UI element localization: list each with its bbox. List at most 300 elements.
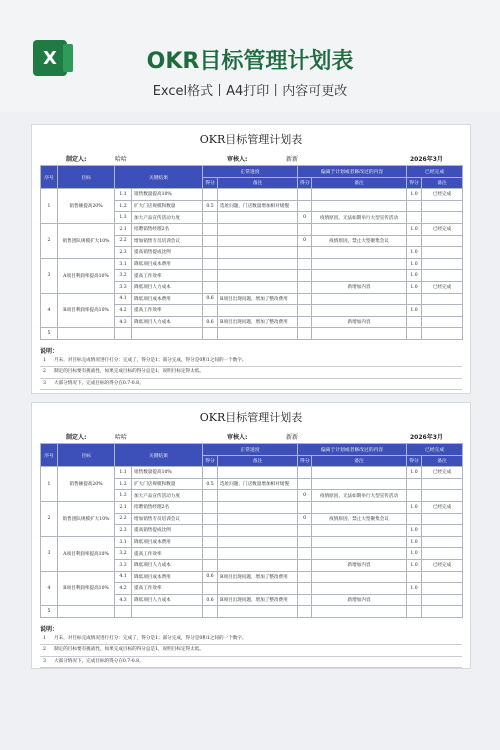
- cell-completed-score: 1.0: [407, 548, 422, 560]
- okr-table: [40, 443, 463, 618]
- cell-key-result: 降低项目人力成本: [132, 281, 203, 293]
- cell-kr-number: 4.2: [115, 305, 132, 317]
- maker-label: 制定人:: [66, 434, 87, 441]
- cell-normal-remark: [218, 548, 298, 560]
- cell-kr-number: 2.2: [115, 513, 132, 525]
- cell-normal-remark: [218, 281, 298, 293]
- sheet-title: OKR目标管理计划表: [199, 411, 303, 424]
- header-score: 得分: [407, 177, 422, 189]
- notes-section: [40, 346, 462, 391]
- note-line: [40, 645, 462, 657]
- cell-deviation-remark: [312, 270, 407, 282]
- note-number: 1: [43, 635, 46, 641]
- cell-key-result: 提高工作效率: [132, 548, 203, 560]
- cell-kr-number: 1.3: [115, 490, 132, 502]
- cell-kr-number: [115, 606, 132, 618]
- cell-normal-remark: B项目出现问题，增加了整改费用: [218, 594, 298, 606]
- note-number: 2: [43, 647, 46, 653]
- cell-objective: 销售额提高20%: [58, 467, 115, 502]
- cell-key-result: 销售数量提高10%: [132, 189, 203, 201]
- note-text: 大部分情况下，完成目标的得分在0.7-0.8。: [54, 658, 144, 664]
- cell-kr-number: 3.1: [115, 258, 132, 270]
- cell-objective: 销售团队规模扩大10%: [58, 223, 115, 258]
- cell-deviation-score: [298, 594, 312, 606]
- cell-kr-number: 1.1: [115, 189, 132, 201]
- cell-normal-remark: [218, 501, 298, 513]
- header-banner: [0, 0, 500, 112]
- cell-normal-score: [203, 305, 218, 317]
- cell-kr-number: 2.1: [115, 223, 132, 235]
- cell-normal-score: 0.5: [203, 478, 218, 490]
- cell-key-result: 降低项目人力成本: [132, 594, 203, 606]
- cell-seq: 4: [41, 571, 58, 606]
- cell-normal-remark: B项目出现问题，增加了整改费用: [218, 293, 298, 305]
- cell-normal-score: [203, 247, 218, 259]
- cell-seq: 5: [41, 606, 58, 618]
- cell-deviation-score: [298, 316, 312, 328]
- cell-deviation-remark: 疫情原因，无法如期举行大型宣传活动: [312, 212, 407, 224]
- cell-objective: A项目利润率提高10%: [58, 536, 115, 571]
- cell-key-result: 降低项目人力成本: [132, 559, 203, 571]
- cell-completed-remark: [422, 247, 463, 259]
- header-normal-progress: 正常进度: [203, 166, 298, 178]
- table-row: [41, 536, 463, 548]
- cell-deviation-score: [298, 548, 312, 560]
- cell-completed-remark: [422, 525, 463, 537]
- note-text: 月末，对目标完成情况进行打分：完成了，得分是1；部分完成，得分是0和1之间的一个数字。: [54, 635, 247, 641]
- cell-key-result: [132, 606, 203, 618]
- note-line: [40, 657, 462, 669]
- cell-key-result: 降低项目成本费用: [132, 258, 203, 270]
- cell-completed-score: [407, 490, 422, 502]
- cell-kr-number: 3.2: [115, 270, 132, 282]
- note-text: 月末，对目标完成情况进行打分：完成了，得分是1；部分完成，得分是0和1之间的一个数字。: [54, 357, 247, 363]
- header-remark: 备注: [312, 177, 407, 189]
- note-text: 制定的目标要有挑战性，如果完成目标的得分总是1，说明目标定得太低。: [54, 369, 204, 375]
- cell-completed-score: [407, 328, 422, 340]
- cell-kr-number: 1.1: [115, 467, 132, 479]
- cell-kr-number: 1.2: [115, 478, 132, 490]
- cell-deviation-score: [298, 281, 312, 293]
- cell-deviation-score: [298, 200, 312, 212]
- header-deviation: 偏离于计划或者修改过的内容: [298, 166, 407, 178]
- cell-completed-score: [407, 235, 422, 247]
- cell-completed-remark: 已经完成: [422, 281, 463, 293]
- cell-deviation-score: [298, 270, 312, 282]
- cell-kr-number: 2.3: [115, 525, 132, 537]
- cell-completed-remark: 已经完成: [422, 467, 463, 479]
- cell-normal-remark: B项目出现问题，增加了整改费用: [218, 571, 298, 583]
- note-line: [40, 367, 462, 379]
- cell-completed-remark: 已经完成: [422, 559, 463, 571]
- cell-objective: 销售额提高20%: [58, 189, 115, 224]
- cell-completed-score: [407, 606, 422, 618]
- cell-completed-score: [407, 316, 422, 328]
- date-label: 2026年3月: [410, 156, 443, 163]
- cell-key-result: 降低项目人力成本: [132, 316, 203, 328]
- cell-completed-remark: [422, 270, 463, 282]
- cell-normal-score: 0.5: [203, 200, 218, 212]
- cell-key-result: 销售数量提高10%: [132, 467, 203, 479]
- cell-completed-remark: [422, 293, 463, 305]
- cell-normal-remark: [218, 247, 298, 259]
- notes-title: 说明：: [40, 625, 59, 633]
- header-score: 得分: [298, 177, 312, 189]
- table-row: [41, 293, 463, 305]
- cell-deviation-remark: 疫情原因，禁止大型聚集会议: [312, 513, 407, 525]
- header-seq: 序号: [41, 166, 58, 189]
- cell-deviation-score: [298, 606, 312, 618]
- cell-normal-remark: [218, 525, 298, 537]
- header-normal-progress: 正常进度: [203, 444, 298, 456]
- cell-completed-score: 1.0: [407, 559, 422, 571]
- cell-key-result: 招聘销售经理2名: [132, 223, 203, 235]
- notes-title: 说明：: [40, 347, 59, 355]
- cell-completed-remark: [422, 594, 463, 606]
- cell-completed-remark: [422, 513, 463, 525]
- cell-deviation-remark: [312, 467, 407, 479]
- cell-key-result: 增加销售专员培训会议: [132, 235, 203, 247]
- cell-key-result: 招聘销售经理2名: [132, 501, 203, 513]
- cell-deviation-score: 0: [298, 490, 312, 502]
- sheet-info-row: [32, 151, 470, 165]
- cell-deviation-remark: [312, 247, 407, 259]
- cell-completed-remark: 已经完成: [422, 189, 463, 201]
- header-completed: 已经完成: [407, 166, 463, 178]
- cell-deviation-remark: 疫情原因，禁止大型聚集会议: [312, 235, 407, 247]
- reviewer-value: 新新: [286, 434, 299, 441]
- cell-deviation-score: [298, 293, 312, 305]
- cell-normal-score: [203, 189, 218, 201]
- cell-kr-number: 4.3: [115, 316, 132, 328]
- cell-key-result: 降低项目成本费用: [132, 293, 203, 305]
- header-key-results: 关键结果: [115, 166, 203, 189]
- cell-deviation-score: [298, 501, 312, 513]
- cell-completed-score: 1.0: [407, 281, 422, 293]
- cell-deviation-remark: [312, 583, 407, 595]
- cell-deviation-remark: 新增加内容: [312, 594, 407, 606]
- cell-deviation-remark: [312, 536, 407, 548]
- cell-deviation-score: [298, 189, 312, 201]
- cell-normal-score: [203, 223, 218, 235]
- cell-normal-score: 0.6: [203, 293, 218, 305]
- header-objective: 目标: [58, 166, 115, 189]
- cell-completed-remark: [422, 305, 463, 317]
- cell-key-result: 扩大门店规模和数量: [132, 200, 203, 212]
- cell-deviation-score: [298, 328, 312, 340]
- notes-list: [40, 634, 462, 669]
- header-completed: 已经完成: [407, 444, 463, 456]
- cell-completed-score: [407, 594, 422, 606]
- cell-deviation-remark: [312, 606, 407, 618]
- sheet-preview-2: [31, 402, 471, 669]
- cell-normal-score: [203, 270, 218, 282]
- cell-normal-score: [203, 513, 218, 525]
- cell-deviation-score: [298, 478, 312, 490]
- cell-normal-score: [203, 525, 218, 537]
- note-line: [40, 356, 462, 368]
- cell-kr-number: [115, 328, 132, 340]
- cell-deviation-score: [298, 559, 312, 571]
- table-row: [41, 258, 463, 270]
- cell-deviation-remark: [312, 571, 407, 583]
- cell-normal-remark: [218, 212, 298, 224]
- note-text: 制定的目标要有挑战性，如果完成目标的得分总是1，说明目标定得太低。: [54, 647, 204, 653]
- cell-deviation-remark: [312, 293, 407, 305]
- cell-deviation-score: [298, 247, 312, 259]
- cell-completed-score: 1.0: [407, 467, 422, 479]
- cell-deviation-score: [298, 223, 312, 235]
- cell-completed-score: [407, 200, 422, 212]
- maker-label: 制定人:: [66, 156, 87, 163]
- cell-deviation-remark: [312, 258, 407, 270]
- reviewer-label: 审核人:: [227, 434, 248, 441]
- cell-kr-number: 4.3: [115, 594, 132, 606]
- cell-deviation-remark: 疫情原因，无法如期举行大型宣传活动: [312, 490, 407, 502]
- cell-key-result: 增加销售专员培训会议: [132, 513, 203, 525]
- cell-normal-remark: [218, 583, 298, 595]
- cell-normal-score: [203, 281, 218, 293]
- cell-completed-remark: [422, 316, 463, 328]
- table-row: [41, 189, 463, 201]
- cell-key-result: 提高工作效率: [132, 305, 203, 317]
- header-objective: 目标: [58, 444, 115, 467]
- note-number: 3: [43, 380, 46, 386]
- cell-normal-remark: [218, 606, 298, 618]
- cell-kr-number: 4.1: [115, 293, 132, 305]
- header-score: 得分: [203, 455, 218, 467]
- cell-key-result: 降低项目成本费用: [132, 571, 203, 583]
- cell-normal-score: [203, 212, 218, 224]
- cell-deviation-remark: 新增加内容: [312, 559, 407, 571]
- cell-kr-number: 2.2: [115, 235, 132, 247]
- cell-normal-remark: [218, 536, 298, 548]
- cell-key-result: 加大产品宣传活动力度: [132, 490, 203, 502]
- cell-deviation-remark: [312, 223, 407, 235]
- cell-seq: 3: [41, 536, 58, 571]
- cell-completed-remark: [422, 478, 463, 490]
- header-remark: 备注: [422, 455, 463, 467]
- cell-kr-number: 4.2: [115, 583, 132, 595]
- cell-kr-number: 2.3: [115, 247, 132, 259]
- table-row: [41, 606, 463, 618]
- cell-normal-score: 0.6: [203, 316, 218, 328]
- cell-completed-score: [407, 513, 422, 525]
- sheet-title: OKR目标管理计划表: [199, 133, 303, 146]
- cell-kr-number: 3.2: [115, 548, 132, 560]
- note-text: 大部分情况下，完成目标的得分在0.7-0.8。: [54, 380, 144, 386]
- cell-completed-remark: [422, 328, 463, 340]
- cell-objective: B项目利润率提高10%: [58, 293, 115, 328]
- cell-normal-score: 0.6: [203, 571, 218, 583]
- cell-normal-remark: [218, 223, 298, 235]
- excel-logo-icon: X: [33, 40, 67, 76]
- cell-completed-score: 1.0: [407, 583, 422, 595]
- cell-deviation-score: [298, 583, 312, 595]
- header-remark: 备注: [218, 177, 298, 189]
- page-title: OKR目标管理计划表: [146, 49, 354, 74]
- cell-normal-remark: [218, 467, 298, 479]
- cell-deviation-score: [298, 258, 312, 270]
- note-line: [40, 634, 462, 646]
- reviewer-label: 审核人:: [227, 156, 248, 163]
- cell-normal-remark: [218, 328, 298, 340]
- cell-deviation-score: 0: [298, 212, 312, 224]
- notes-list: [40, 356, 462, 391]
- cell-completed-score: 1.0: [407, 501, 422, 513]
- cell-normal-score: [203, 536, 218, 548]
- cell-completed-score: 1.0: [407, 305, 422, 317]
- cell-completed-remark: [422, 536, 463, 548]
- cell-kr-number: 3.3: [115, 559, 132, 571]
- cell-normal-score: [203, 328, 218, 340]
- table-row: [41, 571, 463, 583]
- cell-deviation-score: [298, 525, 312, 537]
- cell-objective: [58, 328, 115, 340]
- cell-deviation-remark: [312, 501, 407, 513]
- cell-completed-score: [407, 212, 422, 224]
- cell-deviation-remark: 新增加内容: [312, 281, 407, 293]
- header-score: 得分: [407, 455, 422, 467]
- notes-section: [40, 624, 462, 669]
- header-score: 得分: [203, 177, 218, 189]
- cell-kr-number: 2.1: [115, 501, 132, 513]
- cell-completed-score: 1.0: [407, 247, 422, 259]
- cell-key-result: [132, 328, 203, 340]
- cell-completed-score: [407, 571, 422, 583]
- cell-normal-score: [203, 559, 218, 571]
- cell-completed-score: [407, 293, 422, 305]
- cell-deviation-remark: 新增加内容: [312, 316, 407, 328]
- cell-deviation-remark: [312, 525, 407, 537]
- cell-seq: 3: [41, 258, 58, 293]
- cell-key-result: 提高工作效率: [132, 270, 203, 282]
- cell-seq: 2: [41, 223, 58, 258]
- cell-completed-score: 1.0: [407, 536, 422, 548]
- note-number: 2: [43, 369, 46, 375]
- header-key-results: 关键结果: [115, 444, 203, 467]
- cell-deviation-score: [298, 536, 312, 548]
- table-row: [41, 501, 463, 513]
- cell-normal-score: [203, 548, 218, 560]
- table-row: [41, 467, 463, 479]
- cell-seq: 1: [41, 189, 58, 224]
- cell-key-result: 提高销售提成比例: [132, 525, 203, 537]
- sheet-preview-1: [31, 124, 471, 394]
- cell-deviation-score: 0: [298, 235, 312, 247]
- cell-completed-remark: [422, 490, 463, 502]
- cell-deviation-score: [298, 467, 312, 479]
- cell-deviation-score: 0: [298, 513, 312, 525]
- cell-deviation-score: [298, 571, 312, 583]
- cell-objective: A项目利润率提高10%: [58, 258, 115, 293]
- date-label: 2026年3月: [410, 434, 443, 441]
- note-number: 1: [43, 357, 46, 363]
- page-subtitle: Excel格式丨A4打印丨内容可更改: [152, 84, 348, 99]
- cell-normal-score: 0.6: [203, 594, 218, 606]
- okr-table-body: [41, 189, 463, 340]
- cell-completed-remark: 已经完成: [422, 223, 463, 235]
- cell-deviation-score: [298, 305, 312, 317]
- table-row: [41, 328, 463, 340]
- cell-seq: 1: [41, 467, 58, 502]
- table-row: [41, 223, 463, 235]
- cell-completed-remark: [422, 235, 463, 247]
- okr-table-body: [41, 467, 463, 618]
- cell-completed-score: 1.0: [407, 189, 422, 201]
- cell-deviation-remark: [312, 548, 407, 560]
- cell-completed-remark: [422, 548, 463, 560]
- cell-key-result: 加大产品宣传活动力度: [132, 212, 203, 224]
- sheet-info-row: [32, 429, 470, 443]
- cell-normal-remark: [218, 235, 298, 247]
- header-remark: 备注: [312, 455, 407, 467]
- header-remark: 备注: [218, 455, 298, 467]
- cell-normal-remark: [218, 258, 298, 270]
- cell-normal-remark: [218, 490, 298, 502]
- header-remark: 备注: [422, 177, 463, 189]
- cell-completed-score: [407, 478, 422, 490]
- cell-completed-remark: [422, 606, 463, 618]
- cell-deviation-remark: [312, 478, 407, 490]
- cell-deviation-remark: [312, 200, 407, 212]
- header-score: 得分: [298, 455, 312, 467]
- cell-completed-score: 1.0: [407, 223, 422, 235]
- cell-completed-remark: [422, 200, 463, 212]
- cell-normal-remark: [218, 559, 298, 571]
- cell-deviation-remark: [312, 328, 407, 340]
- cell-kr-number: 1.3: [115, 212, 132, 224]
- note-line: [40, 379, 462, 391]
- cell-normal-score: [203, 583, 218, 595]
- cell-completed-score: 1.0: [407, 258, 422, 270]
- cell-completed-remark: [422, 583, 463, 595]
- header-seq: 序号: [41, 444, 58, 467]
- cell-kr-number: 1.2: [115, 200, 132, 212]
- cell-kr-number: 3.3: [115, 281, 132, 293]
- cell-kr-number: 4.1: [115, 571, 132, 583]
- reviewer-value: 新新: [286, 156, 299, 163]
- cell-key-result: 降低项目成本费用: [132, 536, 203, 548]
- cell-completed-remark: [422, 212, 463, 224]
- maker-value: 哈哈: [115, 156, 128, 163]
- cell-normal-score: [203, 490, 218, 502]
- okr-table: [40, 165, 463, 340]
- cell-seq: 2: [41, 501, 58, 536]
- cell-seq: 5: [41, 328, 58, 340]
- cell-kr-number: 3.1: [115, 536, 132, 548]
- cell-normal-remark: [218, 189, 298, 201]
- cell-normal-remark: [218, 270, 298, 282]
- cell-normal-remark: 选址问题，门店数量增加相对缓慢: [218, 478, 298, 490]
- cell-normal-remark: B项目出现问题，增加了整改费用: [218, 316, 298, 328]
- cell-normal-remark: [218, 305, 298, 317]
- header-deviation: 偏离于计划或者修改过的内容: [298, 444, 407, 456]
- cell-completed-score: 1.0: [407, 270, 422, 282]
- maker-value: 哈哈: [115, 434, 128, 441]
- cell-normal-score: [203, 606, 218, 618]
- cell-normal-remark: [218, 513, 298, 525]
- cell-completed-remark: [422, 258, 463, 270]
- cell-completed-score: 1.0: [407, 525, 422, 537]
- cell-key-result: 扩大门店规模和数量: [132, 478, 203, 490]
- cell-deviation-remark: [312, 305, 407, 317]
- cell-normal-score: [203, 501, 218, 513]
- cell-completed-remark: 已经完成: [422, 501, 463, 513]
- cell-objective: [58, 606, 115, 618]
- cell-key-result: 提高工作效率: [132, 583, 203, 595]
- cell-deviation-remark: [312, 189, 407, 201]
